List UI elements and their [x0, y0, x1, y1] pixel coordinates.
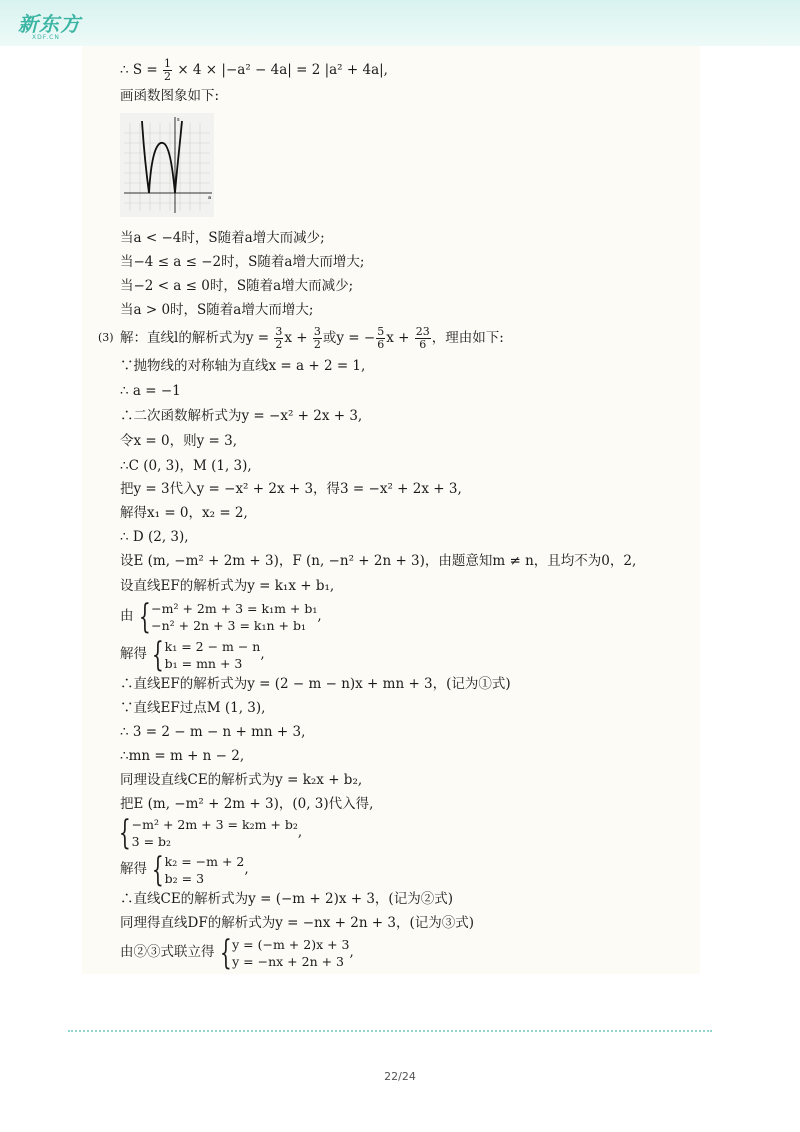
- line-substitute-e: 把E (m, −m² + 2m + 3)，(0, 3)代入得,: [120, 796, 374, 812]
- footer-divider: [68, 1030, 712, 1032]
- line-ef-through-m: ∵直线EF过点M (1, 3),: [120, 700, 266, 716]
- line-mn-relation: ∴mn = m + n − 2,: [120, 748, 245, 764]
- brand-logo: 新东方 XDF.CN: [18, 12, 81, 41]
- line-system-2: { −m² + 2m + 3 = k₂m + b₂ 3 = b₂ ,: [118, 812, 303, 853]
- question-number: (3): [98, 331, 114, 344]
- line-point-d: ∴ D (2, 3),: [120, 529, 189, 545]
- line-let-x: 令x = 0，则y = 3,: [120, 433, 237, 449]
- line-system-3: 由②③式联立得 { y = (−m + 2)x + 3 y = −nx + 2n + 3 ,: [120, 932, 354, 973]
- header-bar: [0, 0, 800, 46]
- line-points-cm: ∴C (0, 3)，M (1, 3),: [120, 458, 252, 474]
- line-a-value: ∴ a = −1: [120, 383, 181, 399]
- line-ef-form: 设直线EF的解析式为y = k₁x + b₁,: [120, 578, 335, 594]
- page-number: 22/24: [384, 1070, 416, 1083]
- line-area-formula: ∴ S = $\frac{1}{2}$ × 4 × |−a² − 4a| = 2 |a² + 4a|,: [120, 57, 388, 83]
- graph-x-label: a: [208, 195, 212, 201]
- line-answer-intro: 解：直线l的解析式为y = $\frac{3}{2}$ x + $\frac{3}{2}$ 或y = − $\frac{5}{6}$ x + $\frac{23}{6}$ ，理由如下:: [120, 325, 504, 351]
- line-mn-step: ∴ 3 = 2 − m − n + mn + 3,: [120, 724, 306, 740]
- line-case-3: 当−2 < a ≤ 0时，S随着a增大而减少;: [120, 278, 354, 294]
- line-quadratic: ∴二次函数解析式为y = −x² + 2x + 3,: [120, 408, 363, 424]
- line-case-1: 当a < −4时，S随着a增大而减少;: [120, 230, 325, 246]
- line-case-2: 当−4 ≤ a ≤ −2时，S随着a增大而增大;: [120, 254, 365, 270]
- line-case-4: 当a > 0时，S随着a增大而增大;: [120, 302, 314, 318]
- line-set-ef: 设E (m, −m² + 2m + 3)，F (n, −n² + 2n + 3)，由题意知m ≠ n，且均不为0，2,: [120, 553, 637, 569]
- line-ce-equation: ∴直线CE的解析式为y = (−m + 2)x + 3，(记为②式): [120, 891, 453, 907]
- line-solve-x: 解得x₁ = 0，x₂ = 2,: [120, 505, 248, 521]
- line-substitute: 把y = 3代入y = −x² + 2x + 3，得3 = −x² + 2x + 3,: [120, 481, 462, 497]
- line-solution-2: 解得 { k₂ = −m + 2 b₂ = 3 ,: [120, 849, 249, 890]
- line-solution-1: 解得 { k₁ = 2 − m − n b₁ = mn + 3 ,: [120, 634, 265, 675]
- line-graph-intro: 画函数图象如下:: [120, 88, 220, 104]
- line-axis-of-symmetry: ∵抛物线的对称轴为直线x = a + 2 = 1,: [120, 358, 366, 374]
- function-graph: [120, 113, 214, 217]
- line-df-equation: 同理得直线DF的解析式为y = −nx + 2n + 3，(记为③式): [120, 915, 475, 931]
- graph-y-label: s: [177, 117, 180, 123]
- line-ce-form: 同理设直线CE的解析式为y = k₂x + b₂,: [120, 772, 363, 788]
- line-system-1: 由 { −m² + 2m + 3 = k₁m + b₁ −n² + 2n + 3 = k₁n + b₁ ,: [120, 596, 322, 637]
- line-ef-equation: ∴直线EF的解析式为y = (2 − m − n)x + mn + 3，(记为①式): [120, 676, 511, 692]
